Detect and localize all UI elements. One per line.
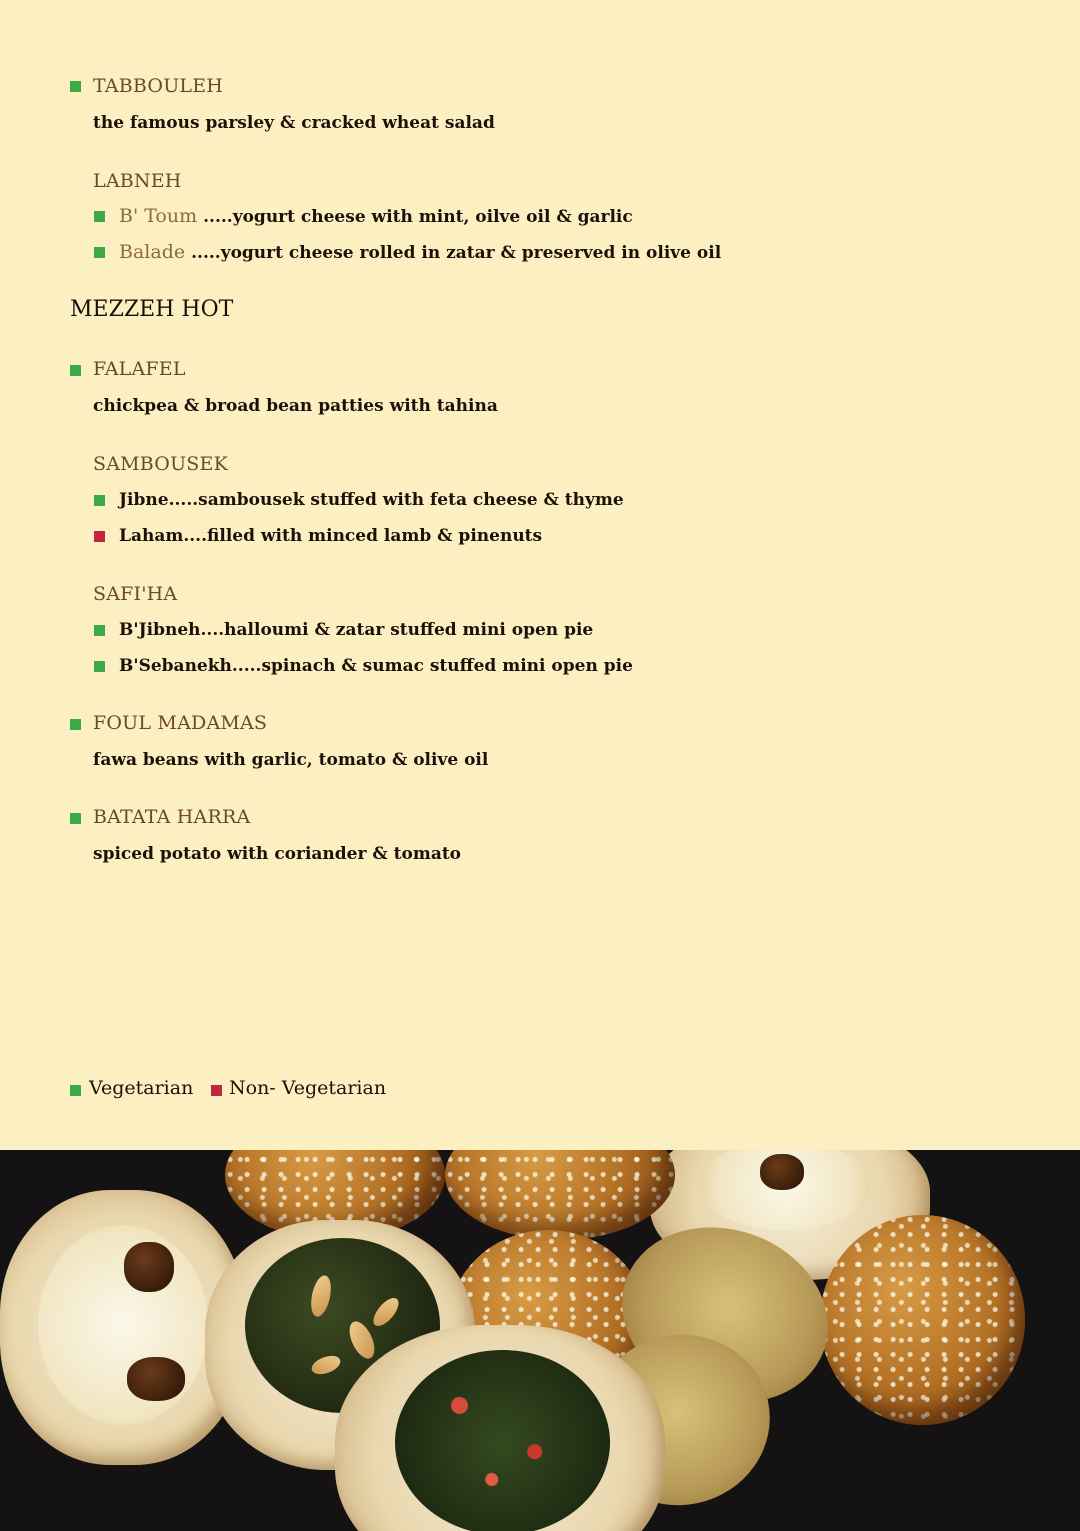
veg-marker-icon [94,495,105,506]
raisin-shape [127,1357,185,1401]
labneh-item-desc: .....yogurt cheese rolled in zatar & preserved in olive oil [191,243,722,263]
tomato-filling [395,1350,610,1531]
legend-veg-icon [70,1085,81,1096]
dish-title-safiha: SAFI'HA [93,583,178,605]
labneh-item-desc: .....yogurt cheese with mint, oilve oil & garlic [203,207,633,227]
raisin-shape [124,1242,174,1292]
veg-marker-icon [94,247,105,258]
labneh-item-name: B' Toum [119,205,198,227]
cheese-filling [38,1225,208,1425]
legend-nonveg-label: Non- Vegetarian [229,1077,387,1099]
sambousek-item-laham: Laham....filled with minced lamb & pinenuts [119,526,543,546]
falafel-ball [445,1150,675,1240]
nonveg-marker-icon [94,531,105,542]
raisin-shape [760,1154,804,1190]
labneh-item-name: Balade [119,241,186,263]
sambousek-item-jibne: Jibne.....sambousek stuffed with feta cheese & thyme [119,490,624,510]
dish-desc-falafel: chickpea & broad bean patties with tahina [93,396,498,416]
dish-desc-foul-madamas: fawa beans with garlic, tomato & olive oil [93,750,489,770]
veg-marker-icon [94,211,105,222]
dish-title-falafel: FALAFEL [93,358,186,380]
veg-marker-icon [70,813,81,824]
veg-marker-icon [94,661,105,672]
legend-nonveg-icon [211,1085,222,1096]
labneh-item-balade [119,241,721,263]
veg-marker-icon [70,365,81,376]
dish-desc-batata-harra: spiced potato with coriander & tomato [93,844,462,864]
section-title-mezzeh-hot: MEZZEH HOT [70,297,234,322]
veg-marker-icon [94,625,105,636]
dish-desc-tabbouleh: the famous parsley & cracked wheat salad [93,113,495,133]
safiha-item-bjibneh: B'Jibneh....halloumi & zatar stuffed mini open pie [119,620,594,640]
labneh-item-btoum [119,205,633,227]
dish-title-foul-madamas: FOUL MADAMAS [93,712,268,734]
legend-veg-label: Vegetarian [89,1077,194,1099]
veg-marker-icon [70,81,81,92]
dish-title-batata-harra: BATATA HARRA [93,806,251,828]
safiha-item-bsebanekh: B'Sebanekh.....spinach & sumac stuffed mini open pie [119,656,633,676]
dish-title-tabbouleh: TABBOULEH [93,75,224,97]
dish-title-sambousek: SAMBOUSEK [93,453,228,475]
veg-marker-icon [70,719,81,730]
food-photo [0,1150,1080,1531]
falafel-ball [820,1215,1025,1425]
dish-title-labneh: LABNEH [93,170,182,192]
